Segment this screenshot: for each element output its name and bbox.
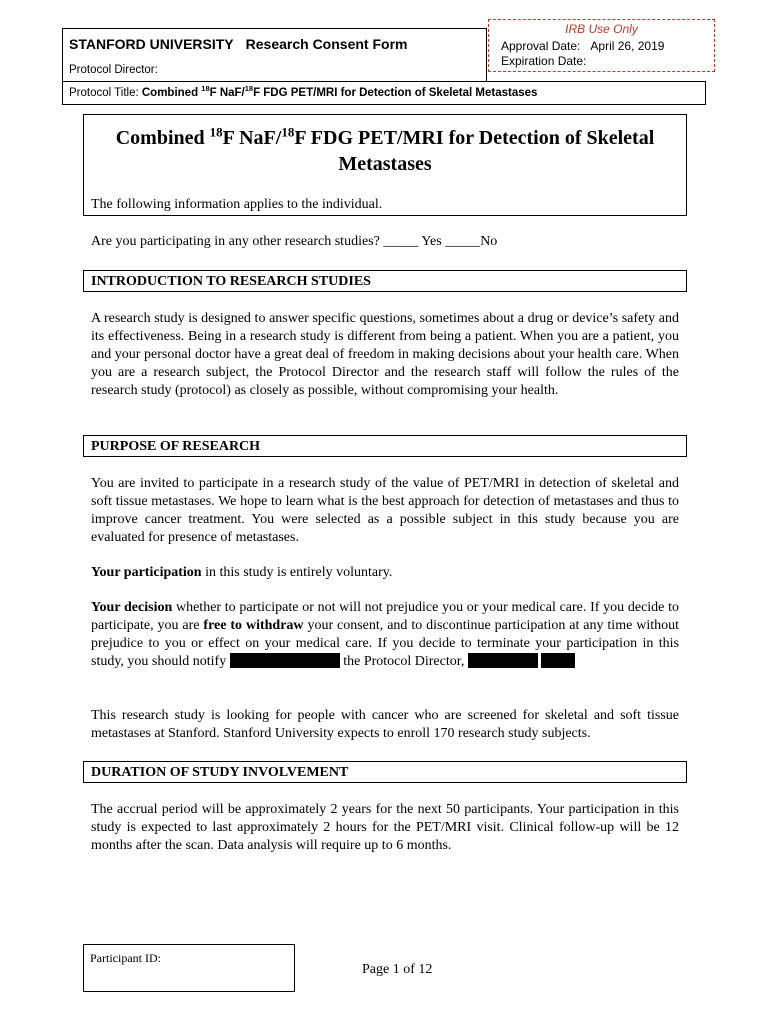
participation-paragraph: Your participation in this study is entirely voluntary. bbox=[91, 565, 393, 580]
irb-approval-label: Approval Date: bbox=[501, 39, 581, 53]
irb-expiration-label: Expiration Date: bbox=[501, 54, 587, 68]
page-number: Page 1 of 12 bbox=[362, 962, 433, 977]
header-university-line bbox=[69, 36, 407, 52]
participation-bold: Your participation bbox=[91, 565, 202, 580]
section-heading-purpose: PURPOSE OF RESEARCH bbox=[83, 435, 687, 457]
purpose-paragraph: You are invited to participate in a research study of the value of PET/MRI in detection of skeletal and soft tissue metastases. We hope to learn what is the best approach for detection of metastases and thus to improve cancer treatment. You were selected as a possible subject in this study because you are evaluated for presence of metastases. bbox=[91, 476, 679, 545]
protocol-title-bar bbox=[62, 81, 706, 105]
main-title-box bbox=[83, 114, 687, 216]
other-studies-question: Are you participating in any other research studies? _____ Yes _____No bbox=[91, 234, 498, 249]
enrollment-paragraph: This research study is looking for people with cancer who are screened for skeletal and soft tissue metastases at Stanford. Stanford University expects to enroll 170 research study subjects. bbox=[91, 708, 679, 741]
redaction-block bbox=[541, 653, 575, 668]
section-heading-introduction: INTRODUCTION TO RESEARCH STUDIES bbox=[83, 270, 687, 292]
applies-text: The following information applies to the individual. bbox=[91, 197, 383, 212]
protocol-title-value: Combined $^{18}$F NaF/$^{18}$F FDG PET/MRI for Detection of Skeletal Metastases bbox=[141, 84, 538, 99]
header-box bbox=[62, 28, 487, 81]
redaction-block bbox=[468, 653, 538, 668]
decision-paragraph: Your decision whether to participate or not will not prejudice you or your medical care. If you decide to participate, you are free to withdraw your consent, and to discontinue participation at any time without prejudice to you or effect on your medical care. If you decide to terminate your participation in this study, you should notify the Protocol Director, bbox=[91, 600, 679, 669]
irb-approval-value: April 26, 2019 bbox=[590, 39, 665, 53]
irb-approval-date bbox=[501, 39, 664, 53]
section-heading-duration: DURATION OF STUDY INVOLVEMENT bbox=[83, 761, 687, 783]
protocol-director-label: Protocol Director: bbox=[69, 64, 158, 76]
participant-id-label: Participant ID: bbox=[90, 951, 161, 965]
form-name: Research Consent Form bbox=[245, 36, 408, 52]
duration-paragraph: The accrual period will be approximately 2 years for the next 50 participants. Your participation in this study is expected to last approximately 2 hours for the PET/MRI visit. Clinical follow-up will be 12 months after the scan. Data analysis will require up to 6 months. bbox=[91, 802, 679, 853]
free-to-withdraw-bold: free to withdraw bbox=[203, 618, 304, 633]
irb-title: IRB Use Only bbox=[565, 22, 638, 36]
university-name: STANFORD UNIVERSITY bbox=[69, 36, 234, 52]
introduction-paragraph: A research study is designed to answer specific questions, sometimes about a drug or device’s safety and its effectiveness. Being in a research study is different from being a patient. When you are a patient, you and your personal doctor have a great deal of freedom in making decisions about your health care. When you are a research subject, the Protocol Director and the research staff will follow the rules of the research study (protocol) as closely as possible, without compromising your health. bbox=[91, 311, 679, 398]
decision-bold: Your decision bbox=[91, 600, 173, 615]
participant-id-box bbox=[83, 944, 295, 992]
redaction-block bbox=[230, 653, 340, 668]
protocol-title-label: Protocol Title: bbox=[69, 87, 139, 99]
irb-box bbox=[488, 19, 715, 72]
main-title: Combined $^{18}$F NaF/$^{18}$F FDG PET/MRI for Detection of Skeletal Metastases bbox=[115, 124, 655, 175]
